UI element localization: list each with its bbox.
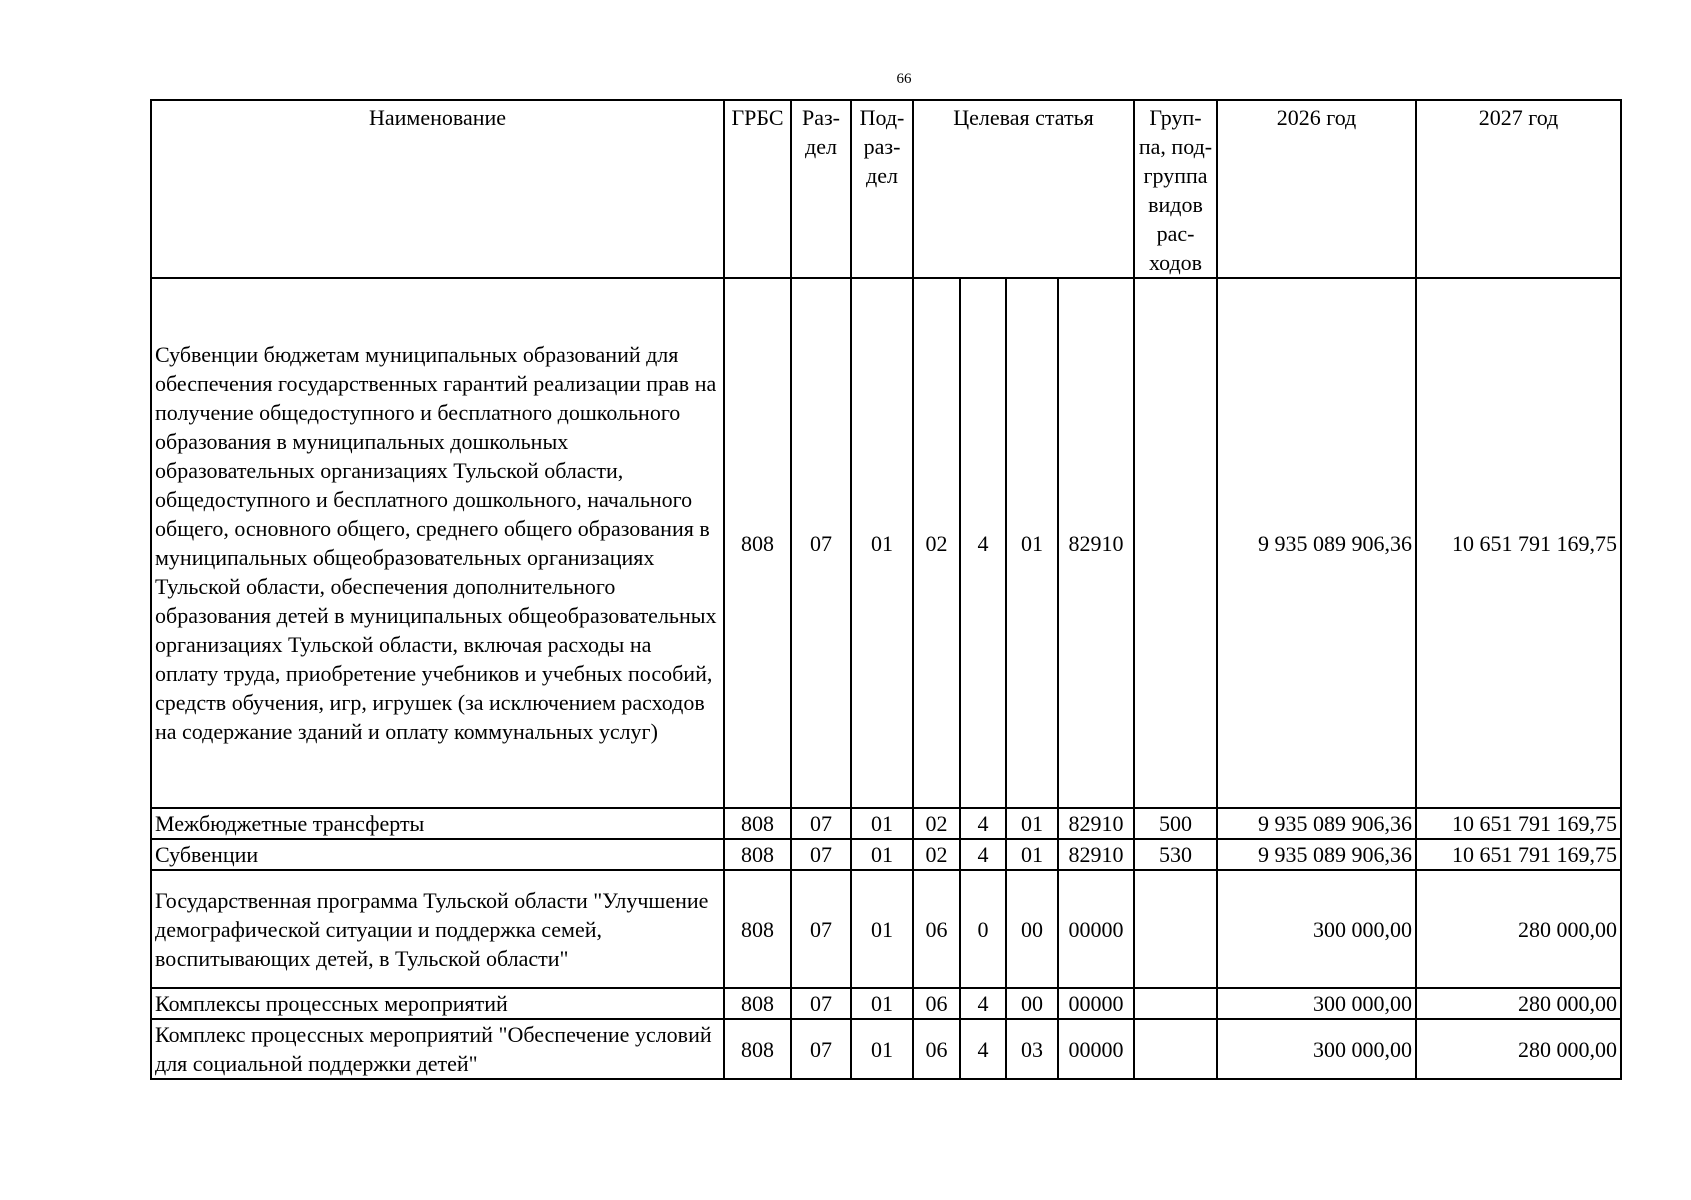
row-name: Субвенции (151, 839, 724, 870)
row-podrazdel: 01 (851, 870, 913, 988)
row-target-program: 06 (913, 870, 960, 988)
header-grbs: ГРБС (724, 100, 791, 278)
row-razdel: 07 (791, 278, 851, 808)
row-grbs: 808 (724, 1019, 791, 1079)
row-2027: 10 651 791 169,75 (1416, 278, 1621, 808)
row-name: Межбюджетные трансферты (151, 808, 724, 839)
row-2027: 280 000,00 (1416, 870, 1621, 988)
row-razdel: 07 (791, 1019, 851, 1079)
row-podrazdel: 01 (851, 808, 913, 839)
row-group (1134, 988, 1217, 1019)
row-2027: 280 000,00 (1416, 1019, 1621, 1079)
row-group (1134, 278, 1217, 808)
row-target-subprogram: 01 (1006, 839, 1058, 870)
row-target-direction: 82910 (1058, 278, 1134, 808)
row-2026: 9 935 089 906,36 (1217, 278, 1416, 808)
row-2027: 10 651 791 169,75 (1416, 808, 1621, 839)
row-razdel: 07 (791, 839, 851, 870)
row-target-program: 02 (913, 808, 960, 839)
row-target-direction: 00000 (1058, 1019, 1134, 1079)
row-2026: 300 000,00 (1217, 988, 1416, 1019)
row-grbs: 808 (724, 278, 791, 808)
row-target-subprogram: 00 (1006, 988, 1058, 1019)
row-2027: 10 651 791 169,75 (1416, 839, 1621, 870)
row-podrazdel: 01 (851, 1019, 913, 1079)
row-2026: 9 935 089 906,36 (1217, 839, 1416, 870)
row-target-subprogram: 01 (1006, 808, 1058, 839)
header-target: Целевая статья (913, 100, 1134, 278)
header-group: Груп-па, под-группа видов рас-ходов (1134, 100, 1217, 278)
row-target-type: 4 (960, 1019, 1006, 1079)
table-row (151, 870, 1621, 988)
row-group: 530 (1134, 839, 1217, 870)
table-row (151, 278, 1621, 808)
row-grbs: 808 (724, 988, 791, 1019)
row-group (1134, 1019, 1217, 1079)
table-row (151, 1019, 1621, 1079)
row-target-direction: 82910 (1058, 839, 1134, 870)
row-target-subprogram: 01 (1006, 278, 1058, 808)
row-name: Комплекс процессных мероприятий "Обеспечение условий для социальной поддержки детей" (151, 1019, 724, 1079)
row-2026: 300 000,00 (1217, 870, 1416, 988)
row-name: Комплексы процессных мероприятий (151, 988, 724, 1019)
row-podrazdel: 01 (851, 839, 913, 870)
table-header (151, 100, 1621, 278)
row-name: Государственная программа Тульской области "Улучшение демографической ситуации и поддержка семей, воспитывающих детей, в Тульской области" (151, 870, 724, 988)
page-number: 66 (896, 71, 912, 87)
header-2027: 2027 год (1416, 100, 1621, 278)
row-target-program: 06 (913, 1019, 960, 1079)
row-razdel: 07 (791, 808, 851, 839)
row-grbs: 808 (724, 839, 791, 870)
table-row (151, 839, 1621, 870)
row-target-program: 06 (913, 988, 960, 1019)
header-name: Наименование (151, 100, 724, 278)
budget-table (150, 99, 1622, 1080)
table-row (151, 808, 1621, 839)
header-2026: 2026 год (1217, 100, 1416, 278)
row-target-type: 4 (960, 808, 1006, 839)
row-grbs: 808 (724, 870, 791, 988)
row-group: 500 (1134, 808, 1217, 839)
row-target-direction: 00000 (1058, 988, 1134, 1019)
row-target-subprogram: 00 (1006, 870, 1058, 988)
row-grbs: 808 (724, 808, 791, 839)
row-target-type: 0 (960, 870, 1006, 988)
row-target-direction: 00000 (1058, 870, 1134, 988)
row-target-program: 02 (913, 278, 960, 808)
table-row (151, 988, 1621, 1019)
row-target-type: 4 (960, 278, 1006, 808)
row-razdel: 07 (791, 988, 851, 1019)
row-target-type: 4 (960, 839, 1006, 870)
row-2027: 280 000,00 (1416, 988, 1621, 1019)
header-razdel: Раз-дел (791, 100, 851, 278)
row-group (1134, 870, 1217, 988)
row-target-type: 4 (960, 988, 1006, 1019)
row-target-direction: 82910 (1058, 808, 1134, 839)
header-podrazdel: Под-раз-дел (851, 100, 913, 278)
row-target-subprogram: 03 (1006, 1019, 1058, 1079)
row-target-program: 02 (913, 839, 960, 870)
row-name: Субвенции бюджетам муниципальных образований для обеспечения государственных гарантий реализации прав на получение общедоступного и бесплатного дошкольного образования в муниципальных дошкольных образовательных организациях Тульской области, общедоступного и бесплатного дошкольного, начального общего, основного общего, среднего общего образования в муниципальных общеобразовательных организациях Тульской области, обеспечения дополнительного образования детей в муниципальных общеобразовательных организациях Тульской области, включая расходы на оплату труда, приобретение учебников и учебных пособий, средств обучения, игр, игрушек (за исключением расходов на содержание зданий и оплату коммунальных услуг) (151, 278, 724, 808)
row-2026: 9 935 089 906,36 (1217, 808, 1416, 839)
row-razdel: 07 (791, 870, 851, 988)
row-podrazdel: 01 (851, 278, 913, 808)
row-2026: 300 000,00 (1217, 1019, 1416, 1079)
row-podrazdel: 01 (851, 988, 913, 1019)
